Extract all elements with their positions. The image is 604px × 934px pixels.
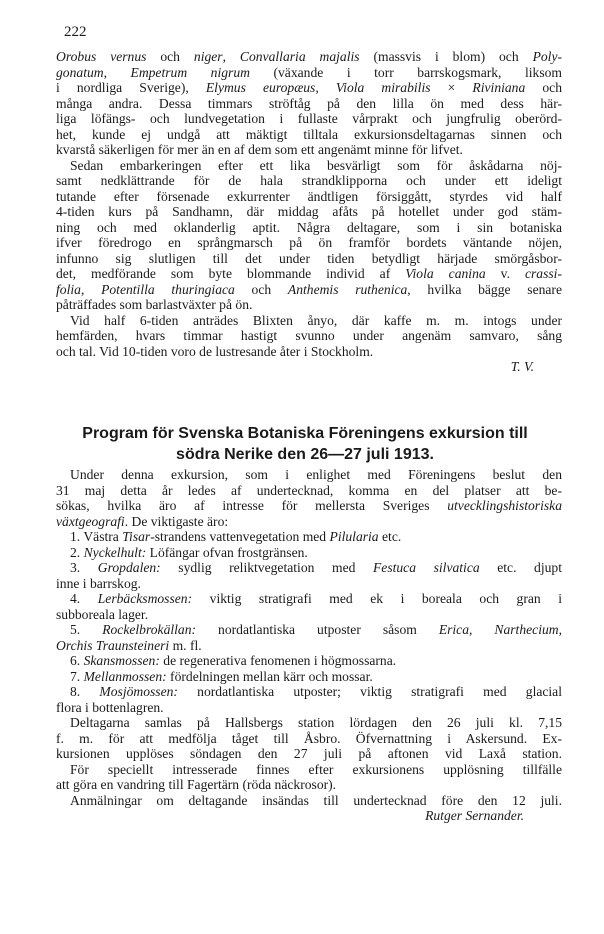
text-line: För speciellt intresserade finnes efter exkursionens upplösning tillfälle [70,761,562,777]
text-line: växtgeografi. De viktigaste äro: [56,513,229,529]
program-signature: Rutger Sernander. [425,808,524,823]
text-line: sökas, hvilka äro af intresse för mellersta Sveriges utvecklingshistoriska [56,498,562,513]
text-line: f. m. för att medfölja tåget till Åsbro. Öfvernattning i Askersund. Ex- [56,730,562,746]
text-line: gonatum, Empetrum nigrum (växande i torr barrskogsmark, liksom [56,64,562,80]
text-line: det, medförande som byte blommande individ af Viola canina v. crassi- [56,266,562,281]
text-line: många andra. Dessa timmars ströftåg på den lilla ön med dess här- [56,95,562,111]
report-text [56,49,562,359]
text-line: flora i bottenlagren. [56,699,164,715]
text-line: 6. Skansmossen: de regenerativa fenomenen i högmossarna. [70,653,397,668]
text-line: subboreala lager. [56,606,149,622]
text-line: Orobus vernus och niger, Convallaria majalis (massvis i blom) och Poly- [56,49,562,64]
text-line: het, kunde ej undgå att mäktigt tilltala exkursionsdeltagarnas sinnen och [56,126,562,142]
text-line: liga löfängs- och lundvegetation i fullaste vårprakt och jungfrulig oberörd- [56,111,562,126]
program-heading [40,423,570,465]
text-line: infunno sig slutligen till det under tiden betydligt härjade smörgåsbor- [56,250,562,266]
text-line: och tal. Vid 10-tiden voro de lustresande åter i Stockholm. [56,343,374,359]
text-line: folia, Potentilla thuringiaca och Anthemis ruthenica, hvilka bägge senare [56,281,562,297]
text-line: inne i barrskog. [56,575,141,591]
text-line: Sedan embarkeringen efter ett lika besvärligt som för åskådarna nöj- [70,157,562,173]
program-signature-block [56,808,562,824]
text-line: kursionen upplöses söndagen den 27 juli på aftonen vid Laxå station. [56,746,562,761]
text-line: 7. Mellanmossen: fördelningen mellan kärr och mossar. [70,668,373,684]
text-line: hemfärden, hvars timmar hastigt svunno under angenäm samvaro, sång [56,328,562,343]
report-signature-block [56,359,562,375]
text-line: Vid half 6-tiden anträdes Blixten ånyo, där kaffe m. m. intogs under [70,312,562,328]
text-line: 4. Lerbäcksmossen: viktig stratigrafi med ek i boreala och gran i [70,591,562,606]
text-line: Anmälningar om deltagande insändas till undertecknad före den 12 juli. [70,792,562,808]
text-line: i nordliga Sverige), Elymus europæus, Viola mirabilis × Riviniana och [56,80,562,95]
text-line: Deltagarna samlas på Hallsbergs station lördagen den 26 juli kl. 7,15 [70,715,562,730]
text-line: tutande efter försenade exkurrenter ändtligen försiggått, styrdes vid half [56,188,562,204]
text-line: Orchis Traunsteineri m. fl. [56,637,202,653]
text-line: ifver föredrogo en språngmarsch på ön framför bordets väntande nöjen, [56,235,562,250]
text-line: 2. Nyckelhult: Löfängar ofvan frostgränsen. [70,544,308,560]
text-line: ning och med oklanderlig aptit. Några deltagare, som i sin botaniska [56,219,562,235]
program-text [56,467,562,808]
text-line: 1. Västra Tisar-strandens vattenvegetation med Pilularia etc. [70,529,402,544]
report-signature: T. V. [510,359,534,374]
text-line: kvarstå säkerligen för mer än en af dem som ett angenämt minne för lifvet. [56,142,463,157]
text-line: 4-tiden kurs på Sandhamn, där middag afåts på hotellet under god stäm- [56,204,562,219]
text-line: samt nedklättrande för de hala strandklipporna och under ett ideligt [56,173,562,188]
heading-line-1: Program för Svenska Botaniska Föreningens exkursion till [82,425,528,442]
text-line: 8. Mosjömossen: nordatlantiska utposter; viktig stratigrafi med glacial [70,684,562,699]
text-line: 31 maj detta år ledes af undertecknad, komma en del platser att be- [56,482,562,498]
text-line: påträffades som barlastväxter på ön. [56,297,253,312]
text-line: 3. Gropdalen: sydlig reliktvegetation med Festuca silvatica etc. djupt [70,560,562,575]
page-number: 222 [64,24,87,40]
text-line: 5. Rockelbrokällan: nordatlantiska utposter såsom Erica, Narthecium, [70,622,562,637]
text-line: att göra en vandring till Fagertärn (röda näckrosor). [56,777,337,792]
heading-line-2: södra Nerike den 26—27 juli 1913. [176,446,434,463]
text-line: Under denna exkursion, som i enlighet med Föreningens beslut den [70,467,562,482]
